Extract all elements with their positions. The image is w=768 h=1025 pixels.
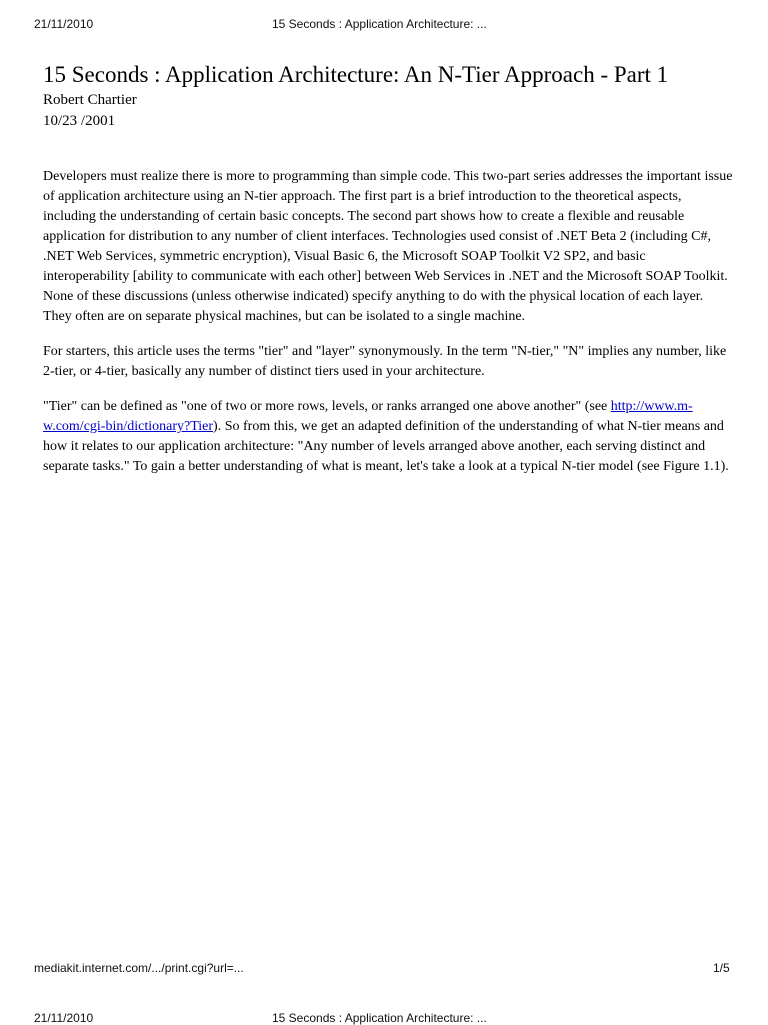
print-header-title: 15 Seconds : Application Architecture: ... [272, 17, 487, 31]
next-page-header-date: 21/11/2010 [34, 1011, 94, 1025]
article-title: 15 Seconds : Application Architecture: An N-Tier Approach - Part 1 [43, 62, 669, 87]
paragraph-intro: Developers must realize there is more to programming than simple code. This two-part series addresses the important issue of application architecture using an N-tier approach. The first part is a brief introduction to the theoretical aspects, including the understanding of certain basic concepts. The second part shows how to create a flexible and reusable application for distribution to any number of client interfaces. Technologies used consist of .NET Beta 2 (including C#, .NET Web Services, symmetric encryption), Visual Basic 6, the Microsoft SOAP Toolkit V2 SP2, and basic interoperability [ability to communicate with each other] between Web Services in .NET and the Microsoft SOAP Toolkit. None of these discussions (unless otherwise indicated) specify anything to do with the physical location of each layer. They often are on separate physical machines, but can be isolated to a single machine. [43, 169, 733, 324]
paragraph-terms: For starters, this article uses the terms "tier" and "layer" synonymously. In the term "N-tier," "N" implies any number, like 2-tier, or 4-tier, basically any number of distinct tiers used in your architecture. [43, 344, 727, 379]
print-footer-url: mediakit.internet.com/.../print.cgi?url=... [34, 961, 244, 975]
article-date: 10/23 /2001 [43, 113, 116, 129]
article-author: Robert Chartier [43, 92, 137, 108]
definition-text-before: "Tier" can be defined as "one of two or more rows, levels, or ranks arranged one above another" (see [43, 399, 611, 414]
next-page-header-title: 15 Seconds : Application Architecture: ... [272, 1011, 487, 1025]
print-footer-page-number: 1/5 [713, 961, 730, 975]
definition-text-after: ). So from this, we get an adapted definition of the understanding of what N-tier means and how it relates to our application architecture: "Any number of levels arranged above another, each serving distinct and separate tasks." To gain a better understanding of what is meant, let's take a look at a typical N-tier model (see Figure 1.1). [43, 419, 729, 474]
paragraph-definition [43, 397, 733, 477]
print-header-date: 21/11/2010 [34, 17, 94, 31]
article-body [43, 167, 733, 492]
dictionary-link[interactable]: http://www.m-w.com/cgi-bin/dictionary?Tier [43, 399, 693, 434]
